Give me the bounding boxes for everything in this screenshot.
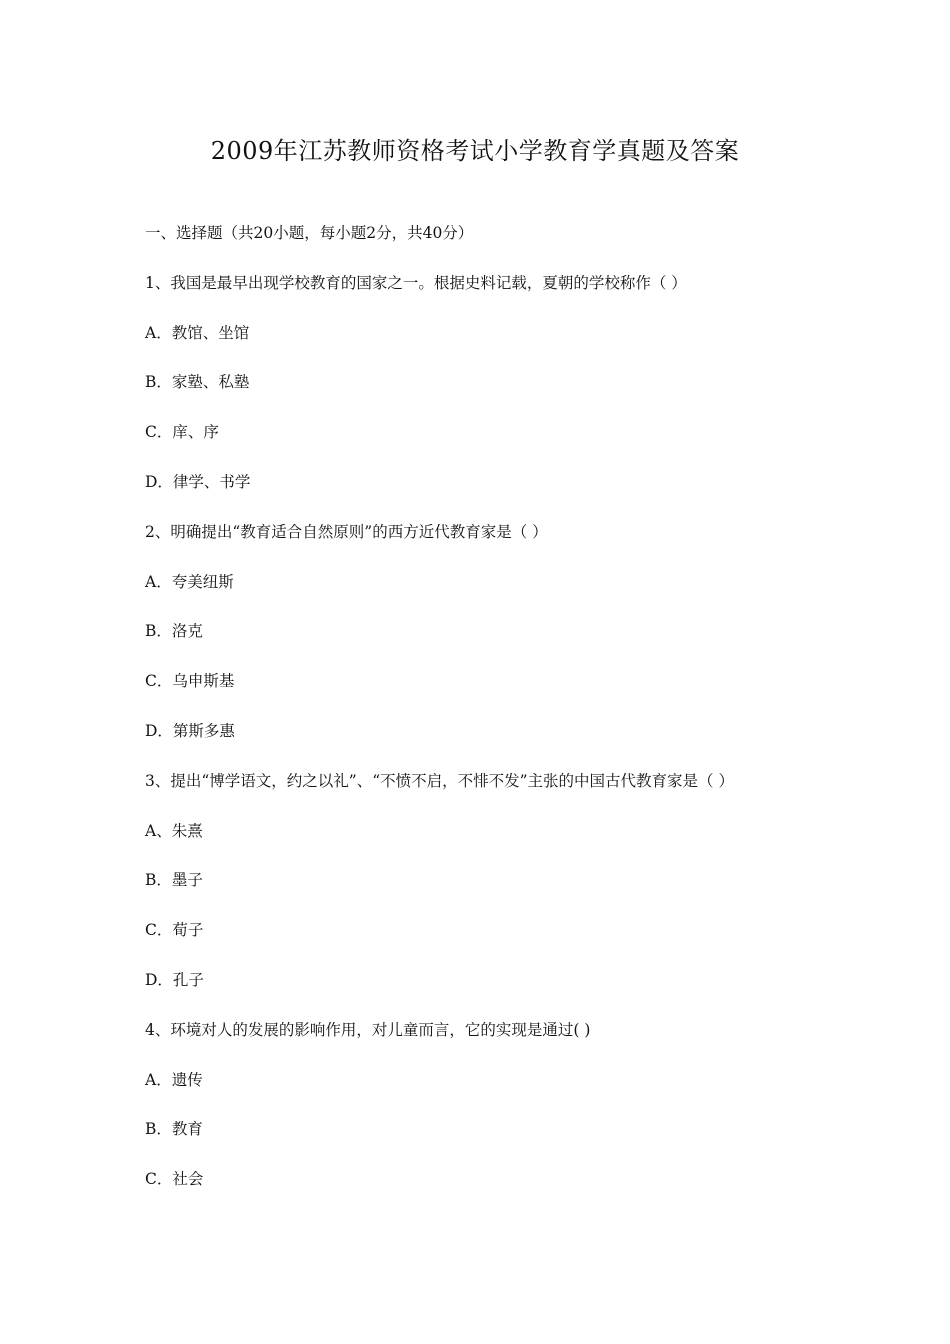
- question-1-option-c: C．庠、序: [145, 423, 219, 442]
- question-1-option-a: A．教馆、坐馆: [145, 323, 250, 342]
- question-2-option-b: B．洛克: [145, 622, 203, 641]
- question-4-option-b: B．教育: [145, 1120, 203, 1139]
- question-1-stem: 1、我国是最早出现学校教育的国家之一。根据史料记载，夏朝的学校称作（ ）: [145, 273, 687, 292]
- question-4-option-c: C．社会: [145, 1170, 204, 1189]
- question-1-option-b: B．家塾、私塾: [145, 373, 250, 392]
- question-2-option-a: A．夸美纽斯: [145, 572, 234, 591]
- question-2-option-c: C．乌申斯基: [145, 672, 235, 691]
- question-4-option-a: A．遗传: [145, 1070, 203, 1089]
- question-4-stem: 4、环境对人的发展的影响作用，对儿童而言，它的实现是通过( ): [145, 1020, 591, 1039]
- question-3-option-c: C．荀子: [145, 921, 204, 940]
- question-3-option-a: A、朱熹: [145, 821, 203, 840]
- question-1-option-d: D．律学、书学: [145, 472, 251, 491]
- section-heading: 一、选择题（共20小题，每小题2分，共40分）: [145, 224, 474, 242]
- document-title: 2009年江苏教师资格考试小学教育学真题及答案: [210, 137, 740, 165]
- question-3-option-d: D．孔子: [145, 970, 204, 989]
- question-2-stem: 2、明确提出“教育适合自然原则”的西方近代教育家是（ ）: [145, 522, 548, 541]
- question-3-stem: 3、提出“博学语文，约之以礼”、“不愤不启，不悱不发”主张的中国古代教育家是（ ）: [145, 771, 734, 790]
- question-2-option-d: D．第斯多惠: [145, 721, 235, 740]
- document-body: [145, 223, 845, 1219]
- question-3-option-b: B．墨子: [145, 871, 203, 890]
